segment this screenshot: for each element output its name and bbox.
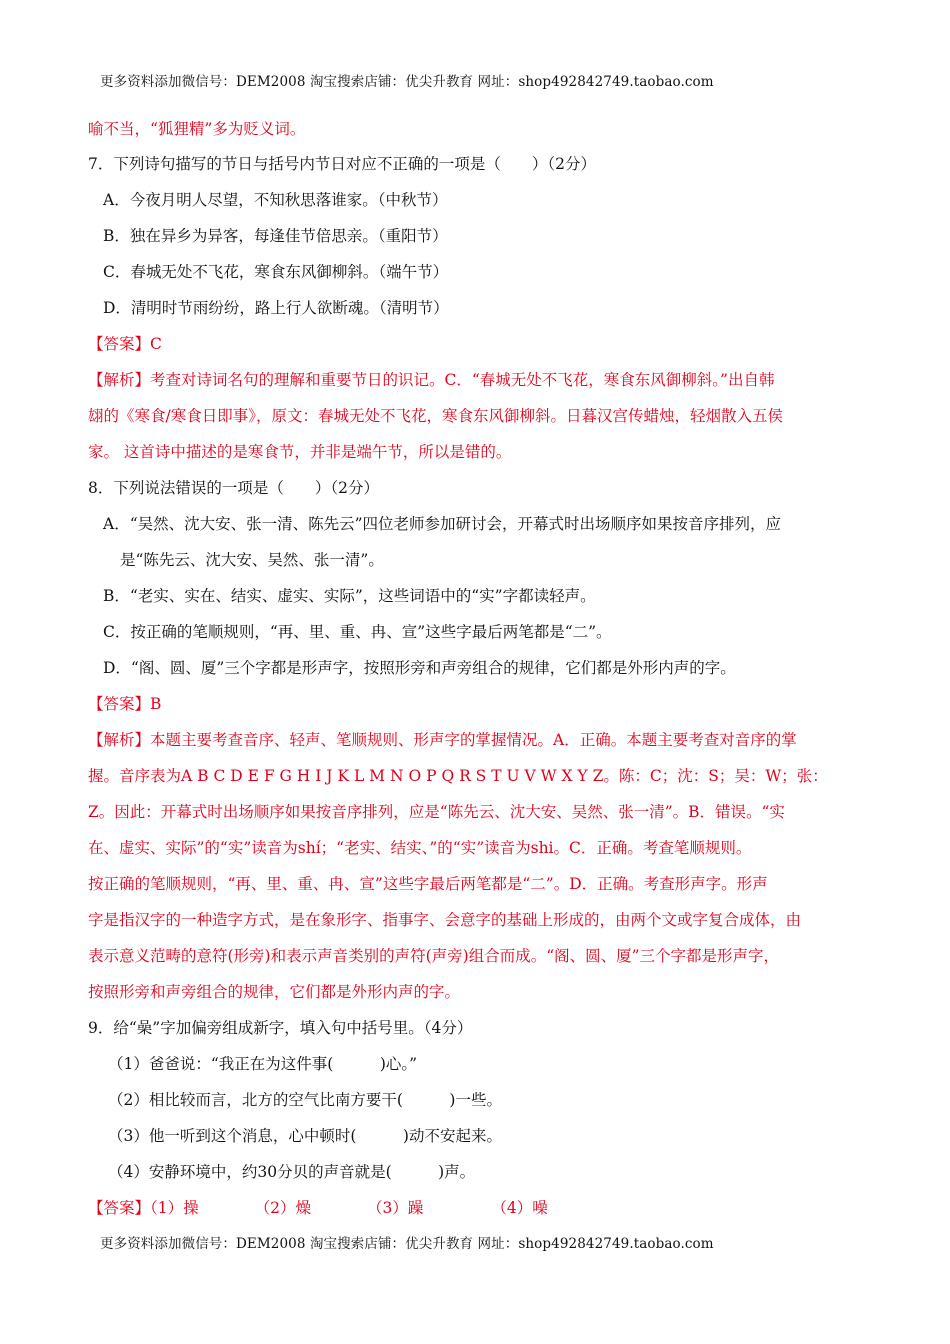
- previous-analysis-tail: 喻不当，“狐狸精”多为贬义词。: [88, 120, 306, 138]
- answer-2: （2）燥: [254, 1199, 312, 1217]
- question-8-analysis-line-6: 字是指汉字的一种造字方式，是在象形字、指事字、会意字的基础上形成的，由两个文或字复合成体，由: [88, 911, 802, 929]
- question-7-analysis-line-3: 家。 这首诗中描述的是寒食节，并非是端午节，所以是错的。: [88, 443, 512, 461]
- question-7-option-b: B．独在异乡为异客，每逢佳节倍思亲。（重阳节）: [103, 227, 448, 245]
- question-7-option-a: A．今夜月明人尽望，不知秋思落谁家。（中秋节）: [103, 191, 448, 209]
- answer-4: （4）噪: [491, 1199, 548, 1217]
- question-8: [88, 470, 868, 1010]
- question-8-analysis-line-1: [88, 722, 868, 758]
- page-footer: 更多资料添加微信号：DEM2008 淘宝搜索店铺：优尖升教育 网址：shop492842749.taobao.com: [100, 1236, 714, 1252]
- question-9-item-3: （3）他一听到这个消息，心中顿时( )动不安起来。: [108, 1127, 502, 1145]
- analysis-label: 【解析】: [88, 731, 151, 749]
- answer-3: （3）躁: [367, 1199, 424, 1217]
- page-content: [88, 110, 868, 1226]
- question-8-analysis-line-8: 按照形旁和声旁组合的规律，它们都是外形内声的字。: [88, 983, 461, 1001]
- question-9-item-1: （1）爸爸说：“我正在为这件事( )心。”: [108, 1055, 418, 1073]
- question-8-analysis-line-3: Z。因此：开幕式时出场顺序如果按音序排列，应是“陈先云、沈大安、吴然、张一清”。B．错误。“实: [88, 803, 785, 821]
- answer-1: （1）操: [150, 1199, 199, 1217]
- question-9-stem: 9．给“喿”字加偏旁组成新字，填入句中括号里。（4分）: [88, 1019, 473, 1037]
- question-7-option-d: D．清明时节雨纷纷，路上行人欲断魂。（清明节）: [103, 299, 449, 317]
- question-7: [88, 146, 868, 470]
- analysis-text: 考查对诗词名句的理解和重要节日的识记。C．“春城无处不飞花，寒食东风御柳斜。”出自韩: [150, 371, 775, 389]
- question-9-answer: [88, 1190, 868, 1226]
- question-8-analysis-line-4: 在、虚实、实际”的“实”读音为shí；“老实、结实、”的“实”读音为shi。C．正确。考查笔顺规则。: [88, 839, 752, 857]
- question-8-option-b: B．“老实、实在、结实、虚实、实际”，这些词语中的“实”字都读轻声。: [103, 587, 596, 605]
- question-9-item-2: （2）相比较而言，北方的空气比南方要干( )一些。: [108, 1091, 502, 1109]
- question-8-option-d: D．“阁、圆、厦”三个字都是形声字，按照形旁和声旁组合的规律，它们都是外形内声的字。: [103, 659, 736, 677]
- question-8-option-a-line-1: A．“吴然、沈大安、张一清、陈先云”四位老师参加研讨会，开幕式时出场顺序如果按音序排列，应: [103, 515, 782, 533]
- question-8-analysis-line-7: 表示意义范畴的意符(形旁)和表示声音类别的声符(声旁)组合而成。“阁、圆、厦”三个字都是形声字，: [88, 947, 780, 965]
- answer-value: B: [150, 695, 162, 713]
- question-7-stem: 7．下列诗句描写的节日与括号内节日对应不正确的一项是（ ）（2分）: [88, 155, 596, 173]
- question-8-option-a-line-2: 是“陈先云、沈大安、吴然、张一清”。: [120, 551, 384, 569]
- answer-label: 【答案】: [88, 695, 151, 713]
- answer-label: 【答案】: [88, 1199, 151, 1217]
- question-7-option-c: C．春城无处不飞花，寒食东风御柳斜。（端午节）: [103, 263, 449, 281]
- question-8-stem: 8．下列说法错误的一项是（ ）（2分）: [88, 479, 379, 497]
- question-7-analysis-line-2: 翃的《寒食/寒食日即事》，原文：春城无处不飞花，寒食东风御柳斜。日暮汉宫传蜡烛，轻烟散入五侯: [88, 407, 783, 425]
- analysis-text: 本题主要考查音序、轻声、笔顺规则、形声字的掌握情况。A．正确。本题主要考查对音序的掌: [150, 731, 797, 749]
- question-8-answer: [88, 686, 868, 722]
- answer-label: 【答案】: [88, 335, 151, 353]
- question-9-item-4: （4）安静环境中，约30分贝的声音就是( )声。: [108, 1163, 476, 1181]
- question-8-analysis-line-5: 按正确的笔顺规则，“再、里、重、冉、宣”这些字最后两笔都是“二”。D．正确。考查形声字。形声: [88, 875, 768, 893]
- question-7-answer: [88, 326, 868, 362]
- question-9: [88, 1010, 868, 1226]
- question-8-option-c: C．按正确的笔顺规则，“再、里、重、冉、宣”这些字最后两笔都是“二”。: [103, 623, 612, 641]
- question-7-analysis-line-1: [88, 362, 868, 398]
- answer-value: C: [150, 335, 162, 353]
- analysis-label: 【解析】: [88, 371, 151, 389]
- question-8-analysis-line-2: 握。音序表为A B C D E F G H I J K L M N O P Q R S T U V W X Y Z。陈：C；沈：S；吴：W；张：: [88, 767, 828, 785]
- page-header: 更多资料添加微信号：DEM2008 淘宝搜索店铺：优尖升教育 网址：shop492842749.taobao.com: [100, 74, 714, 90]
